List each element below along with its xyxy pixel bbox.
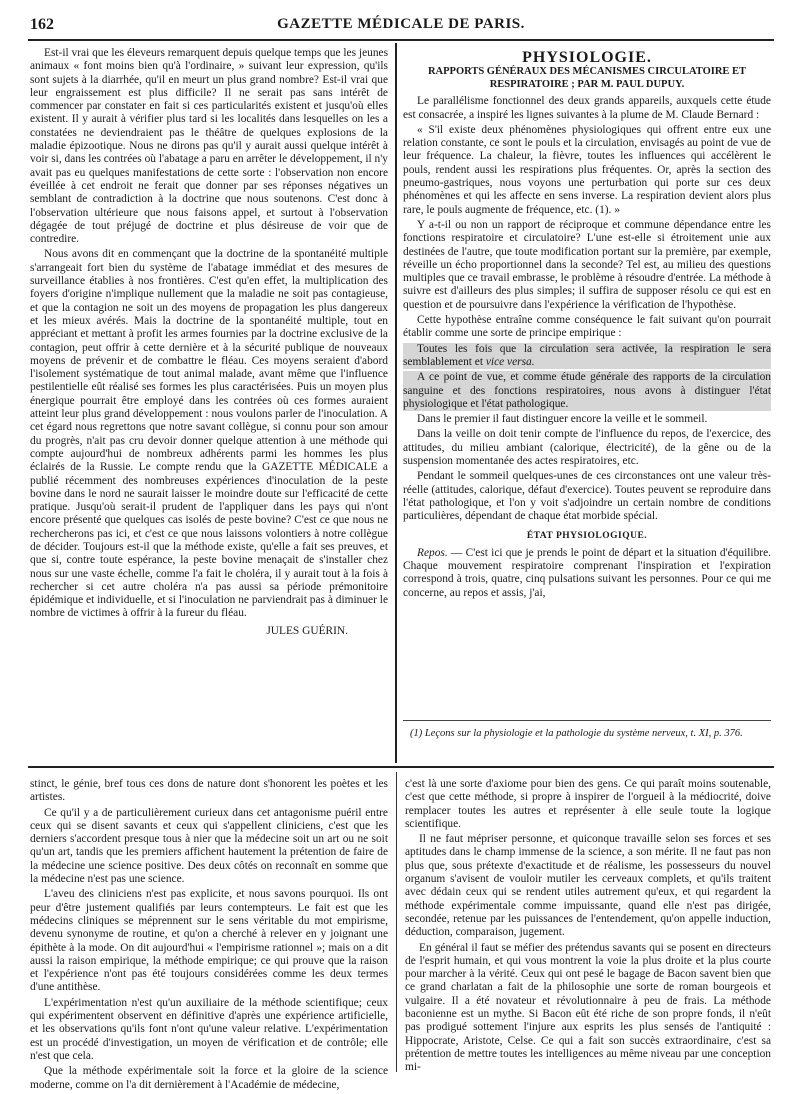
paragraph-lead: Repos.	[417, 546, 448, 559]
left-column	[30, 47, 388, 640]
footnote: (1) Leçons sur la physiologie et la pathologie du système nerveux, t. XI, p. 376.	[410, 728, 743, 739]
body-paragraph-4: A ce point de vue, et comme étude générale des rapports de la circulation sanguine et des fonctions respiratoires, nous avons à distinguer l'état physiologique et l'état pathologique.	[403, 371, 771, 410]
left-paragraph-1: Est-il vrai que les éleveurs remarquent depuis quelque temps que les jeunes animaux « font moins bien qu'à l'ordinaire, » suivant leur expression, qu'ils sont sujets à la diarrhée, qu'il en meurt un plus grand nombre? Est-il vrai que leur engraissement est plus difficile? Il ne serait pas sans intérêt de commencer par constater en fait si ces particularités existent et jusqu'où elles existent. Il y aurait à vérifier plus tard si les localités dans lesquelles on les a constatées ne deviendraient pas le théâtre de quelques explosions de la maladie épizootique. Nous ne dirons pas qu'il y aurait aussi quelque intérêt à voir si, dans les contrées où l'abatage a paru en arrêter le développement, il n'y avait pas eu quelques manifestations de cette sorte : l'observation non encore éveillée à cet endroit ne ferait que donner par ses réponses négatives un semblant de contradiction à la doctrine que nous soutenons. C'est donc à l'observation ultérieure que nous faisons appel, et surtout à l'observation dégagée de tout préjugé de doctrine et plus désireuse de voir que de contredire.	[30, 47, 388, 246]
paragraph-8-text: — C'est ici que je prends le point de départ et la situation d'équilibre. Chaque mouvement respiratoire comprenant l'inspiration et l'expiration correspond à trois, quatre, cinq pulsations suivant les personnes. Pour ce qui me concerne, au repos et assis, j'ai,	[403, 546, 771, 599]
bottom-left-paragraph-4: L'expérimentation n'est qu'un auxiliaire de la méthode scientifique; ceux qui expérimentent observent en définitive d'après une expérience artificielle, et les observations qu'ils font n'ont qu'une valeur relative. L'expérimentation est un procédé d'investigation, un moyen de vérification et de contrôle; elle n'est que cela.	[30, 996, 388, 1062]
bottom-right-column	[405, 778, 771, 1077]
column-divider	[395, 43, 397, 763]
bottom-left-paragraph-3: L'aveu des cliniciens n'est pas explicite, et nous savons pourquoi. Ils ont peur d'être justement qualifiés par leurs contempteurs. Le fait est que les médecins cliniques se méprennent sur le sens véritable du mot empirisme, devenu synonyme de routine, et qu'on a cherché à relever en y joignant une épithète à la mode. On dit aujourd'hui « l'empirisme rationnel »; mais on a dit aussi la raison empirique, la méthode empirique; ce qui prouve que la raison et l'expérience n'ont pas été toujours considérées comme les deux termes d'une antithèse.	[30, 888, 388, 994]
body-paragraph-5: Dans le premier il faut distinguer encore la veille et le sommeil.	[417, 413, 708, 426]
principle-text: Toutes les fois que la circulation sera activée, la respiration le sera semblablement et	[403, 342, 771, 368]
page-number: 162	[30, 16, 54, 33]
body-paragraph-1: Y a-t-il ou non un rapport de réciproque et commune dépendance entre les fonctions respiratoire et circulatoire? L'une est-elle si étroitement unie aux destinées de l'autre, que toute modification portant sur la première, par exemple, réveille un écho proportionnel dans la seconde? Tel est, au milieu des questions multiples que ce travail embrasse, le problème à résoudre d'entrée. La méthode à suivre est d'ailleurs des plus simples; il suffira de supposer résolu ce qui est en question et de poursuivre dans l'expérience la vérification de l'hypothèse.	[403, 218, 771, 311]
body-paragraph-8	[403, 547, 771, 600]
section-title: PHYSIOLOGIE.	[522, 49, 652, 66]
footnote-rule	[403, 720, 771, 721]
right-column	[403, 47, 771, 602]
bottom-left-paragraph-5: Que la méthode expérimentale soit la force et la gloire de la science moderne, comme on l'a dit dernièrement à l'Académie de médecine,	[30, 1065, 388, 1091]
body-paragraph-2: Cette hypothèse entraîne comme conséquence le fait suivant qu'on pourrait établir comme une sorte de principe empirique :	[403, 314, 771, 340]
subsection-heading: ÉTAT PHYSIOLOGIQUE.	[526, 530, 648, 541]
principle-italic: vice versa.	[485, 355, 535, 368]
article-title: RAPPORTS GÉNÉRAUX DES MÉCANISMES CIRCULATOIRE ET RESPIRATOIRE ; PAR M. PAUL DUPUY.	[427, 66, 747, 90]
bottom-right-paragraph-1: c'est là une sorte d'axiome pour bien des gens. Ce qui paraît moins soutenable, c'est que cette méthode, si propre à inspirer de l'orgueil à la médiocrité, doive remplacer toutes les autres et représenter à elle seule toute la logique scientifique.	[405, 778, 771, 830]
author-signature: JULES GUÉRIN.	[266, 624, 348, 637]
principle-paragraph	[403, 343, 771, 370]
bottom-left-paragraph-1: stinct, le génie, bref tous ces dons de nature dont s'honorent les poètes et les artistes.	[30, 778, 388, 804]
bottom-right-paragraph-2: Il ne faut mépriser personne, et quiconque travaille selon ses forces et ses aptitudes dans le champ immense de la science, a son mérite. Il ne faut pas non plus que, sous prétexte d'exactitude et de réalisme, les possesseurs du nouvel organum s'avisent de vouloir mutiler les cerveaux complets, et qu'ils traitent avec dédain ceux qui se rendent utiles autrement qu'eux, et qui regardent la méthode expérimentale comme impuissante, quand elle n'est pas dirigée, secondée, retenue par les puissances de l'entendement, qu'on appelle induction, déduction, comparaison, jugement.	[405, 833, 771, 939]
journal-title: GAZETTE MÉDICALE DE PARIS.	[277, 16, 525, 32]
bottom-left-column	[30, 778, 388, 1094]
feuilleton-rule	[28, 766, 774, 768]
page-header	[30, 14, 772, 36]
body-paragraph-6: Dans la veille on doit tenir compte de l'influence du repos, de l'exercice, des attitudes, du milieu ambiant (calorique, électricité), de la gêne ou de la suspension momentanée des actes respiratoires, etc.	[403, 428, 771, 468]
left-paragraph-2: Nous avons dit en commençant que la doctrine de la spontanéité multiple s'arrangeait fort bien du système de l'abatage immédiat et des mesures de surveillance établies à nos frontières. C'est qu'en effet, la multiplication des foyers d'origine n'implique nullement que la maladie ne soit pas contagieuse, et que la contagion ne soit un des moyens de propagation les plus dangereux et les mieux avérés. Mais la doctrine de la spontanéité multiple, tout en appréciant et mettant à profit les armes fournies par la doctrine exclusive de la contagion, peut offrir à cette dernière et à la sécurité publique de nouveaux moyens de prévenir et de combattre le fléau. Ces moyens seraient d'abord l'isolement systématique de tout animal malade, avant même que l'influence pestilentielle eût réalisé ses formes les plus caractérisées. Puis un moyen plus énergique pourrait être employé dans les contrées où ces formes auraient atteint leur plus grand développement : nous voulons parler de l'inoculation. A cet égard nous regrettons que notre savant collègue, si connu pour son amour du progrès, n'ait pas cru devoir donner quelque attention à une méthode qui compte aujourd'hui de nombreux adhérents parmi les hommes les plus éclairés de la Russie. Le compte rendu que la GAZETTE MÉDICALE a publié récemment des nombreuses expériences d'inoculation de la peste bovine dans le nord ne saurait laisser le moindre doute sur l'efficacité de cette pratique. Jusqu'où serait-il prudent de l'appliquer dans les pays qui n'ont encore présenté que quelques cas isolés de peste bovine? C'est ce que nous ne rechercherons pas ici, et c'est ce que nous laissons volontiers à notre collègue de décider. Toujours est-il que la méthode existe, qu'elle a fait ses preuves, et que si, contre toute espérance, la peste bovine menaçait de s'installer chez nous sur une vaste échelle, comme l'a fait le choléra, il y aurait tout à la fois à rechercher si cet autre choléra n'a pas aussi sa période prémonitoire épidémique et individuelle, et si l'inoculation ne parviendrait pas à diminuer le nombre de victimes à offrir à la fureur du fléau.	[30, 248, 388, 620]
bottom-right-paragraph-3: En général il faut se méfier des prétendus savants qui se posent en directeurs de l'esprit humain, et qui vous montrent la voie la plus droite et la plus courte pour marcher à la vérité. Ceux qui ont pesé le bagage de Bacon savent bien que ce grand charlatan a fait de la philosophie une sorte de roman bourgeois et vulgaire. Il a été novateur et révolutionnaire à peu de frais. La méthode baconienne est un mythe. Si Bacon eût été riche de son propre fonds, il n'eût pas prodigué sottement l'injure aux esprits les plus sensés de l'antiquité : Hippocrate, Aristote, Celse. Ce qui a fait son succès extraordinaire, c'est sa prétention de mettre toutes les intelligences au même niveau par une conception mi-	[405, 941, 771, 1074]
bottom-column-divider	[396, 772, 397, 1072]
quote-paragraph: « S'il existe deux phénomènes physiologiques qui offrent entre eux une relation constante, ce sont le pouls et la circulation, envisagés au point de vue de leur fréquence. La chaleur, la fièvre, toutes les influences qui accélèrent le pouls, rendent aussi les respirations plus fréquentes. Or, après la section des pneumo-gastriques, nous voyons une perturbation qui porte sur ces deux phénomènes et qui les affecte en sens inverse. La respiration devient alors plus rare, le pouls augmente de fréquence, etc. (1). »	[403, 123, 771, 216]
header-rule	[28, 39, 774, 41]
bottom-left-paragraph-2: Ce qu'il y a de particulièrement curieux dans cet antagonisme puéril entre ceux qui se disent savants et ceux qui s'appellent cliniciens, c'est que les derniers s'accordent presque tous à nier que la médecine soit un art ou ne soit qu'un art, tandis que les premiers affichent hautement la prétention de faire de la médecine une science positive. Des deux côtés on reconnaît en somme que la médecine n'est pas une science.	[30, 806, 388, 886]
body-paragraph-7: Pendant le sommeil quelques-unes de ces circonstances ont une valeur très-réelle (attitudes, calorique, défaut d'exercice). Toutes peuvent se reproduire dans l'état pathologique, et l'on y voit s'adjoindre un certain nombre de conditions particulières, dépendant de chaque état morbide spécial.	[403, 470, 771, 523]
intro-paragraph: Le parallélisme fonctionnel des deux grands appareils, auxquels cette étude est consacrée, a inspiré les lignes suivantes à la plume de M. Claude Bernard :	[403, 95, 771, 121]
